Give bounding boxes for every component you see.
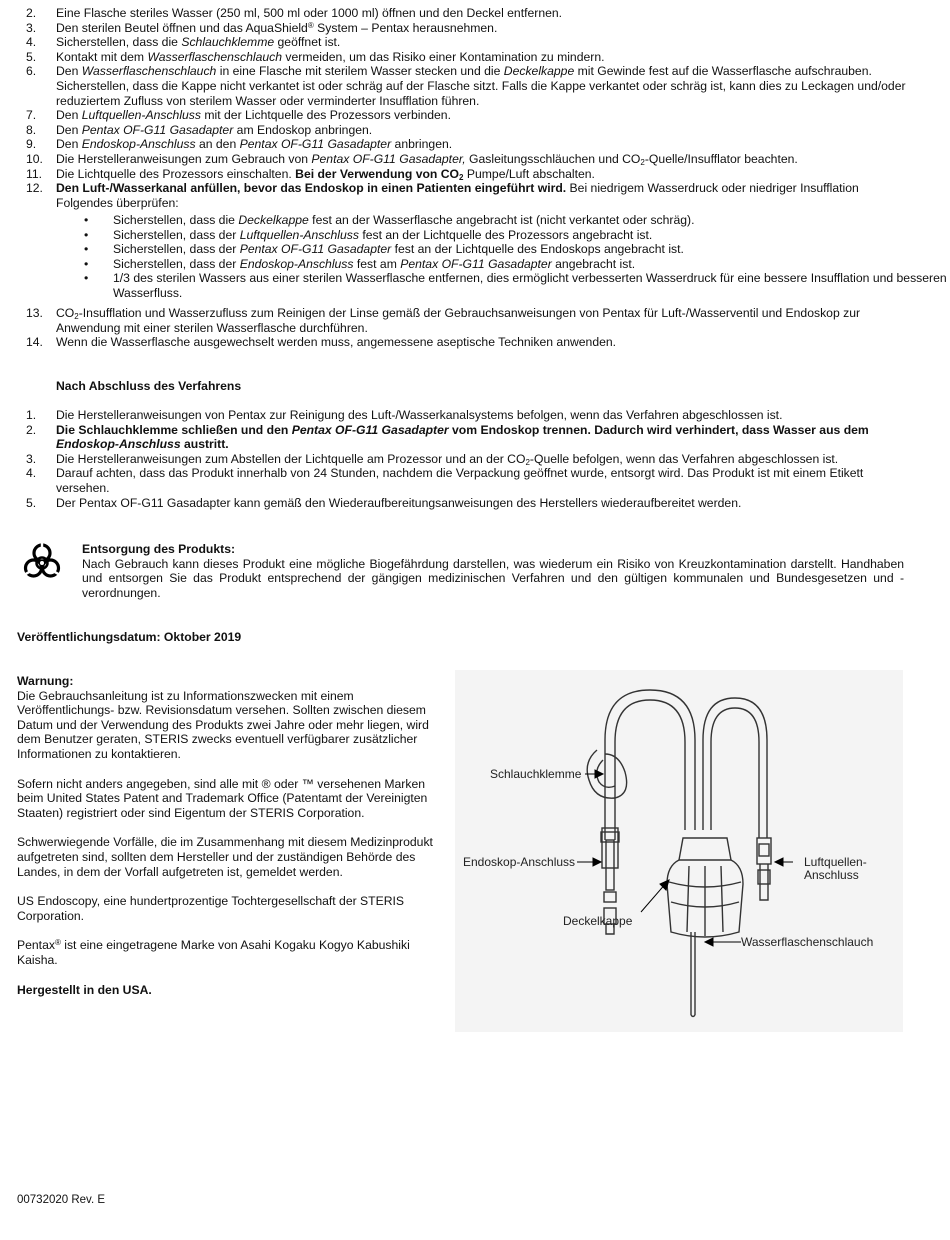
step-text: Die Herstelleranweisungen zum Abstellen der Lichtquelle am Prozessor und an der $CO_2$-Quelle befolgen, wenn das Verfahren abgeschlossen ist. [56, 451, 839, 467]
step-item [26, 6, 906, 21]
step-item [26, 152, 906, 167]
step-text: Den Wasserflaschenschlauch in eine Flasche mit sterilem Wasser stecken und die Deckelkappe mit Gewinde fest auf die Wasserflasche aufschrauben. Sicherstellen, dass die Kappe nicht verkantet ist oder schräg auf der Flasche sitzt. Falls die Kappe verkantet oder schräg ist, kann dies zu Leckagen und/oder reduziertem Zufluss von sterilem Wasser oder verminderter Insufflation führen. [56, 64, 906, 108]
label-cap: Deckelkappe [563, 914, 633, 928]
bullet-text: Sicherstellen, dass die Deckelkappe fest an der Wasserflasche angebracht ist (nicht verkantet oder schräg). [113, 213, 695, 227]
step-number: 3. [26, 451, 37, 466]
bullet-glyph: • [84, 242, 89, 257]
step-text: Die Schlauchklemme schließen und den Pentax OF-G11 Gasadapter vom Endoskop trennen. Dadurch wird verhindert, dass Wasser aus dem Endoskop-Anschluss austritt. [56, 422, 869, 452]
step-item [26, 496, 906, 511]
step-number: 8. [26, 122, 37, 137]
step-text: Den Luft-/Wasserkanal anfüllen, bevor das Endoskop in einen Patienten eingeführt wird. Bei niedrigem Wasserdruck oder niedriger Insufflation Folgendes überprüfen: [56, 181, 859, 210]
step-item [26, 335, 906, 350]
bullet-text: Sicherstellen, dass der Luftquellen-Anschluss fest an der Lichtquelle des Prozessors angebracht ist. [113, 227, 653, 242]
warning-section [17, 674, 445, 997]
warning-title: Warnung: [17, 674, 74, 688]
aquashield-drawing [455, 670, 903, 1032]
warning-paragraph-5: Pentax® ist eine eingetragene Marke von Asahi Kogaku Kogyo Kabushiki Kaisha. [17, 938, 410, 967]
step-text: Kontakt mit dem Wasserflaschenschlauch vermeiden, um das Risiko einer Kontamination zu mindern. [56, 49, 605, 64]
publication-date: Veröffentlichungsdatum: Oktober 2019 [17, 630, 242, 644]
made-in-usa: Hergestellt in den USA. [17, 982, 152, 997]
step-item [26, 181, 906, 210]
step-number: 4. [26, 35, 37, 50]
label-air-source-line-1: Luftquellen- [804, 855, 867, 869]
bullet-text: Sicherstellen, dass der Endoskop-Anschluss fest am Pentax OF-G11 Gasadapter angebracht ist. [113, 256, 636, 271]
step-item [26, 408, 906, 423]
step-number: 5. [26, 495, 37, 510]
step-text: Den sterilen Beutel öffnen und das AquaShield® System – Pentax herausnehmen. [56, 20, 498, 35]
step-item [26, 452, 906, 467]
step-number: 3. [26, 20, 37, 35]
step-text: Darauf achten, dass das Produkt innerhalb von 24 Stunden, nachdem die Verpackung geöffnet wurde, entsorgt wird. Das Produkt ist mit einem Etikett versehen. [56, 466, 864, 495]
step-item [26, 306, 906, 335]
step-number: 4. [26, 466, 37, 481]
step-number: 5. [26, 49, 37, 64]
step-text: $CO_2$-Insufflation und Wasserzufluss zum Reinigen der Linse gemäß der Gebrauchsanweisungen von Pentax für Luft-/Wasserventil und Endoskop zur Anwendung mit einer sterilen Wasserflasche durchführen. [56, 306, 861, 335]
bullet-glyph: • [84, 256, 89, 271]
step-item [26, 137, 906, 152]
bullet-item [84, 271, 950, 300]
warning-paragraph-3: Schwerwiegende Vorfälle, die im Zusammenhang mit diesem Medizinprodukt aufgetreten sind, sollten dem Hersteller und der zuständigen Behörde des Landes, in dem der Vorfall aufgetreten ist, gemeldet werden. [17, 835, 433, 879]
step-item [26, 64, 906, 108]
bullet-item [84, 228, 950, 243]
step-item [26, 21, 906, 36]
step-text: Wenn die Wasserflasche ausgewechselt werden muss, angemessene aseptische Techniken anwenden. [56, 335, 617, 350]
step-number: 12. [26, 181, 43, 196]
after-procedure-heading: Nach Abschluss des Verfahrens [56, 379, 242, 393]
bullet-text: Sicherstellen, dass der Pentax OF-G11 Gasadapter fest an der Lichtquelle des Endoskops angebracht ist. [113, 242, 684, 257]
step-item [26, 35, 906, 50]
document-number: 00732020 Rev. E [17, 1194, 106, 1206]
step-item [26, 50, 906, 65]
step-text: Die Herstelleranweisungen von Pentax zur Reinigung des Luft-/Wasserkanalsystems befolgen, wenn das Verfahren abgeschlossen ist. [56, 408, 783, 422]
step-number: 2. [26, 422, 37, 437]
warning-paragraph-2: Sofern nicht anders angegeben, sind alle mit ® oder ™ versehenen Marken beim United States Patent and Trademark Office (Patentamt der Vereinigten Staaten) registriert oder sind Eigentum der STERIS Corporation. [17, 776, 428, 820]
disposal-text: Nach Gebrauch kann dieses Produkt eine mögliche Biogefährdung darstellen, was wiederum ein Risiko von Kreuzkontamination darstellt. Handhaben und entsorgen Sie das Produkt entsprechend der gängigen medizinischen Verfahren und den gültigen kommunalen und Bundesgesetzen und -verordnungen. [82, 556, 904, 600]
warning-paragraph-1: Die Gebrauchsanleitung ist zu Informationszwecken mit einem Veröffentlichungs- bzw. Revisionsdatum versehen. Sollten zwischen diesem Datum und der Verwendung des Produkts zwei Jahre oder mehr liegen, wird dem Benutzer geraten, STERIS zwecks eventuell verfügbarer zusätzlicher Informationen zu kontaktieren. [17, 688, 429, 761]
bullet-glyph: • [84, 213, 89, 227]
step-item [26, 108, 906, 123]
step-number: 14. [26, 335, 43, 350]
bullet-item [84, 213, 950, 228]
product-diagram [455, 670, 903, 1032]
step-number: 11. [26, 166, 43, 181]
disposal-title: Entsorgung des Produkts: [82, 542, 236, 556]
setup-steps-list [26, 6, 906, 210]
warning-paragraph-4: US Endoscopy, eine hundertprozentige Tochtergesellschaft der STERIS Corporation. [17, 894, 405, 923]
biohazard-icon [22, 542, 62, 582]
bullet-text: 1/3 des sterilen Wassers aus einer sterilen Wasserflasche entfernen, dies ermöglicht verbesserten Wasserdruck für eine bessere Insufflation und besseren Wasserfluss. [113, 271, 947, 300]
step-number: 10. [26, 151, 43, 166]
step-text: Die Lichtquelle des Prozessors einschalten. Bei der Verwendung von $CO_2$ Pumpe/Luft abschalten. [56, 166, 595, 182]
step-text: Der Pentax OF-G11 Gasadapter kann gemäß den Wiederaufbereitungsanweisungen des Herstellers wiederaufbereitet werden. [56, 495, 742, 510]
step-text: Den Pentax OF-G11 Gasadapter am Endoskop anbringen. [56, 122, 373, 137]
label-endoscope-connector: Endoskop-Anschluss [463, 855, 576, 869]
bullet-glyph: • [84, 227, 89, 242]
label-clamp: Schlauchklemme [490, 767, 582, 781]
step-text: Die Herstelleranweisungen zum Gebrauch von Pentax OF-G11 Gasadapter, Gasleitungsschläuchen und $CO_2-Quelle$/Insufflator beachten. [56, 151, 798, 167]
step-item [26, 423, 906, 452]
bullet-glyph: • [84, 271, 89, 286]
label-air-source-connector [804, 856, 867, 882]
label-water-tube: Wasserflaschenschlauch [741, 935, 874, 949]
step-text: Sicherstellen, dass die Schlauchklemme geöffnet ist. [56, 35, 341, 50]
bullet-item [84, 257, 950, 272]
disposal-section [82, 542, 904, 600]
step-item [26, 123, 906, 138]
step-item [26, 167, 906, 182]
step-number: 7. [26, 108, 37, 123]
step-text: Den Luftquellen-Anschluss mit der Lichtquelle des Prozessors verbinden. [56, 108, 451, 123]
check-bullets-list [26, 213, 950, 301]
step-text: Eine Flasche steriles Wasser (250 ml, 500 ml oder 1000 ml) öffnen und den Deckel entfernen. [56, 6, 563, 20]
step-item [26, 466, 906, 495]
step-number: 13. [26, 306, 43, 320]
after-procedure-steps-list [26, 408, 906, 510]
step-text: Den Endoskop-Anschluss an den Pentax OF-G11 Gasadapter anbringen. [56, 137, 453, 152]
bullet-item [84, 242, 950, 257]
label-air-source-line-2: Anschluss [804, 868, 859, 882]
setup-steps-list-continued [26, 306, 906, 350]
step-number: 9. [26, 137, 37, 152]
step-number: 1. [26, 408, 37, 422]
step-number: 2. [26, 6, 37, 20]
step-number: 6. [26, 64, 37, 79]
